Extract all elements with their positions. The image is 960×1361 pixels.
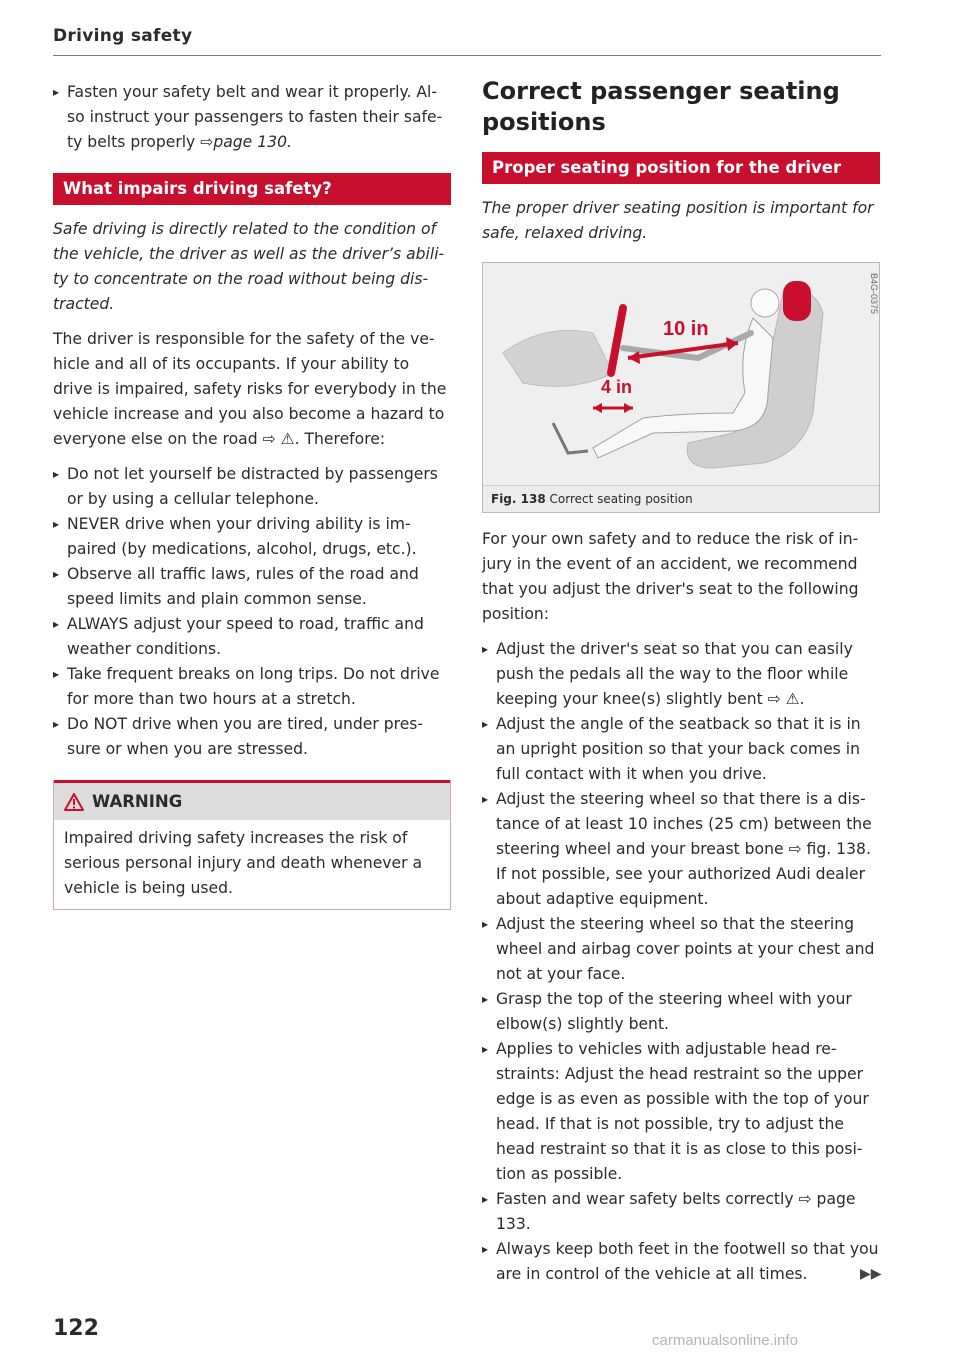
distance-label-10in: 10 in xyxy=(663,318,709,340)
list-item: ▸ Adjust the angle of the seatback so that it is in an upright position so that your back comes in full contact with it when you drive. xyxy=(482,712,880,787)
list-item: ▸ Always keep both feet in the footwell so that you are in control of the vehicle at all times. xyxy=(482,1237,880,1287)
page-reference-link[interactable]: ⇨page 130. xyxy=(200,133,292,151)
list-item: ▸ NEVER drive when your driving ability is im- paired (by medications, alcohol, drugs, etc.). xyxy=(53,512,451,562)
list-item: ▸ Adjust the steering wheel so that there is a dis- tance of at least 10 inches (25 cm) between the steering wheel and your breast bone ⇨ fig. 138. If not possible, see your authorized Audi dealer about adaptive equipment. xyxy=(482,787,880,912)
warning-header xyxy=(54,780,450,820)
figure-caption-text: Correct seating position xyxy=(549,492,693,506)
watermark: carmanualsonline.info xyxy=(652,1332,798,1349)
body-paragraph: For your own safety and to reduce the risk of in- jury in the event of an accident, we recommend that you adjust the driver's seat to the following position: xyxy=(482,530,859,623)
left-column xyxy=(53,80,451,910)
section-heading: What impairs driving safety? xyxy=(53,173,451,205)
subsection-intro: The proper driver seating position is important for safe, relaxed driving. xyxy=(482,199,874,242)
bullet-list xyxy=(53,462,451,762)
list-item: ▸ Do not let yourself be distracted by passengers or by using a cellular telephone. xyxy=(53,462,451,512)
bullet-list xyxy=(482,637,880,1287)
seating-position-illustration xyxy=(483,263,879,485)
figure-caption xyxy=(483,485,879,512)
list-item: ▸ Observe all traffic laws, rules of the road and speed limits and plain common sense. xyxy=(53,562,451,612)
list-item: ▸ Take frequent breaks on long trips. Do not drive for more than two hours at a stretch. xyxy=(53,662,451,712)
list-item: ▸ Fasten and wear safety belts correctly ⇨ page 133. xyxy=(482,1187,880,1237)
body-paragraph: The driver is responsible for the safety of the ve- hicle and all of its occupants. If your ability to drive is impaired, safety risks for everybody in the vehicle increase and you also become a hazard to everyone else on the road ⇨ ⚠. Therefore: xyxy=(53,330,447,448)
right-column xyxy=(482,77,880,1287)
list-item: ▸ Do NOT drive when you are tired, under pres- sure or when you are stressed. xyxy=(53,712,451,762)
warning-text: Impaired driving safety increases the risk of serious personal injury and death whenever a vehicle is being used. xyxy=(64,829,423,897)
page-title: Correct passenger seating positions xyxy=(482,77,840,136)
list-item: ▸ Grasp the top of the steering wheel with your elbow(s) slightly bent. xyxy=(482,987,880,1037)
list-item: ▸ Adjust the driver's seat so that you can easily push the pedals all the way to the floor while keeping your knee(s) slightly bent ⇨ ⚠. xyxy=(482,637,880,712)
page-number: 122 xyxy=(53,1316,99,1341)
subsection-heading: Proper seating position for the driver xyxy=(482,152,880,184)
list-item: ▸ Applies to vehicles with adjustable head re- straints: Adjust the head restraint so the upper edge is as even as possible with the top of your head. If that is not possible, try to adjust the head restraint so that it is as close to this posi- tion as possible. xyxy=(482,1037,880,1187)
list-item: ▸ Adjust the steering wheel so that the steering wheel and airbag cover points at your chest and not at your face. xyxy=(482,912,880,987)
section-header-title: Driving safety xyxy=(53,26,193,46)
section-intro: Safe driving is directly related to the condition of the vehicle, the driver as well as the driver’s abili- ty to concentrate on the road without being dis- tracted. xyxy=(53,220,445,313)
bullet-text: Fasten your safety belt and wear it properly. Al- so instruct your passengers to fasten their safe- ty belts properly xyxy=(67,83,443,151)
list-item: ▸ ALWAYS adjust your speed to road, traffic and weather conditions. xyxy=(53,612,451,662)
header-divider xyxy=(53,55,881,56)
list-item xyxy=(53,80,451,155)
page-header xyxy=(53,26,881,56)
figure xyxy=(482,262,880,513)
continue-arrow-icon: ▶▶ xyxy=(860,1266,882,1282)
figure-code: B4G-0375 xyxy=(869,273,879,315)
figure-number: Fig. 138 xyxy=(491,492,546,506)
warning-box xyxy=(53,780,451,910)
warning-triangle-icon xyxy=(64,793,84,811)
warning-title: WARNING xyxy=(92,792,183,811)
distance-label-4in: 4 in xyxy=(601,377,633,397)
